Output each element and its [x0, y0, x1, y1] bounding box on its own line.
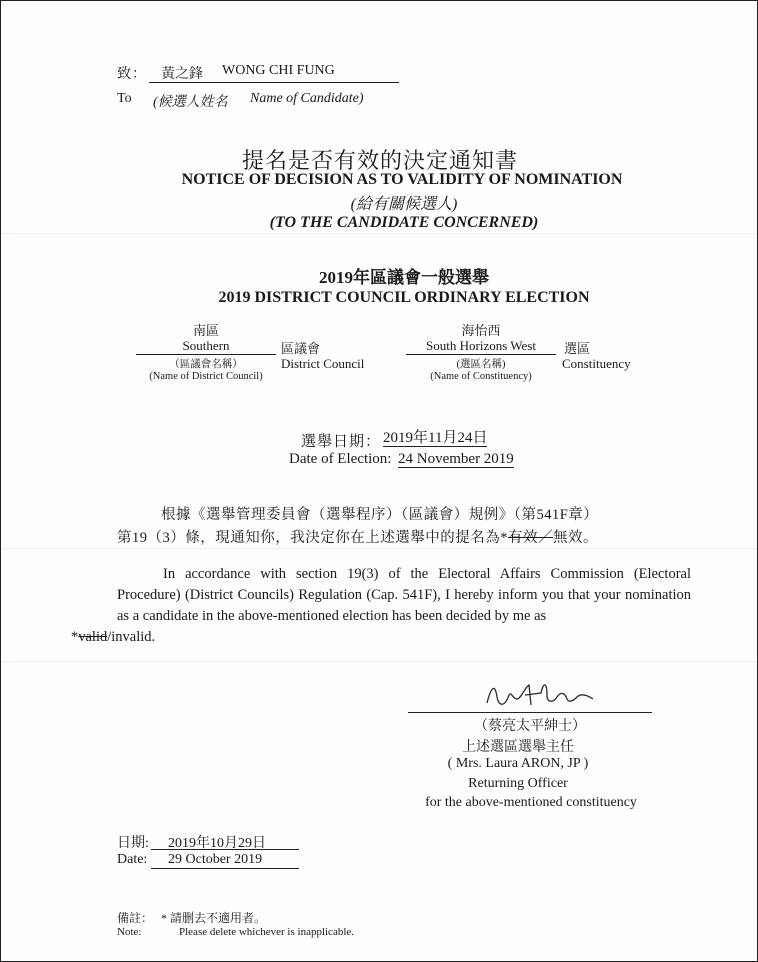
district-hint-cn: （區議會名稱）	[169, 359, 243, 370]
issue-date-label-cn: 日期:	[117, 836, 149, 851]
constituency-hint-en: (Name of Constituency)	[430, 371, 532, 382]
issue-date-label-en: Date:	[117, 852, 148, 867]
body-cn-line2-post: 無效。	[553, 530, 598, 546]
district-label-cn: 區議會	[281, 341, 321, 356]
officer-name-en: ( Mrs. Laura ARON, JP )	[447, 756, 589, 771]
body-cn-line2	[117, 526, 598, 547]
body-en-paragraph	[71, 564, 691, 648]
note-text-cn: * 請删去不適用者。	[161, 911, 267, 925]
district-label-en: District Council	[281, 356, 365, 371]
candidate-name-hint-cn: (候選人姓名	[153, 95, 228, 110]
issue-date-value-en: 29 October 2019	[168, 852, 263, 867]
body-en-struck-valid: valid	[78, 629, 108, 645]
constituency-underline	[406, 354, 556, 355]
constituency-value-cn: 海怡西	[461, 323, 501, 338]
officer-constituency-en: for the above-mentioned constituency	[425, 795, 637, 810]
district-value-en: Southern	[182, 338, 230, 353]
district-underline	[136, 354, 276, 355]
constituency-hint-cn: (選區名稱)	[456, 359, 506, 370]
issue-date-en-underline	[151, 868, 299, 869]
title-en: NOTICE OF DECISION AS TO VALIDITY OF NOMINATION	[181, 171, 623, 188]
to-label-en: To	[117, 91, 132, 106]
constituency-value-en: South Horizons West	[426, 338, 536, 353]
constituency-label-en: Constituency	[562, 356, 631, 371]
handwritten-signature	[481, 673, 601, 717]
subtitle-cn: (給有關候選人)	[350, 196, 458, 213]
officer-title-cn: 上述選區選舉主任	[462, 740, 574, 755]
election-date-value-cn: 2019年11月24日	[383, 430, 488, 446]
scan-artifact-line	[1, 661, 757, 662]
officer-title-en: Returning Officer	[468, 776, 568, 791]
candidate-name-cn: 黃之鋒	[161, 67, 203, 82]
election-date-value-en: 24 November 2019	[398, 451, 514, 467]
note-label-en: Note:	[117, 926, 142, 938]
body-en-star: *	[71, 629, 79, 645]
candidate-name-underline	[149, 82, 399, 83]
district-value-cn: 南區	[192, 323, 219, 338]
election-date-label-cn: 選舉日期：	[301, 434, 382, 450]
issue-date-cn-underline	[151, 849, 299, 850]
subtitle-en: (TO THE CANDIDATE CONCERNED)	[269, 214, 539, 231]
to-label-cn: 致：	[117, 67, 147, 82]
body-en-text: In accordance with section 19(3) of the Electoral Affairs Commission (Electoral Procedure) (District Councils) Regulation (Cap. 541F), I hereby inform you that your nomination as a candidate in the above-mentioned election has been decided by me as	[117, 566, 691, 624]
constituency-label-cn: 選區	[564, 341, 591, 356]
note-label-cn: 備註：	[117, 911, 154, 925]
signature-line	[408, 712, 652, 713]
body-cn-struck-valid: 有效／	[508, 530, 553, 546]
election-date-label-en: Date of Election:	[289, 451, 392, 467]
body-cn-line1: 根據《選舉管理委員會（選舉程序）（區議會）規例》（第541F章）	[161, 507, 599, 523]
candidate-name-hint-en: Name of Candidate)	[250, 91, 364, 106]
note-text-en: Please delete whichever is inapplicable.	[179, 926, 355, 938]
election-title-en: 2019 DISTRICT COUNCIL ORDINARY ELECTION	[218, 289, 590, 306]
scan-artifact-line	[1, 233, 757, 234]
election-title-cn: 2019年區議會一般選舉	[319, 268, 489, 287]
body-en-invalid: /invalid.	[107, 629, 156, 645]
body-cn-line2-pre: 第19（3）條，現通知你，我決定你在上述選舉中的提名為*	[117, 530, 508, 546]
title-cn: 提名是否有效的決定通知書	[241, 148, 518, 173]
district-hint-en: (Name of District Council)	[149, 371, 263, 382]
officer-name-cn: （蔡亮太平紳士）	[474, 719, 586, 734]
issue-date-value-cn: 2019年10月29日	[168, 836, 266, 851]
candidate-name-en: WONG CHI FUNG	[222, 63, 335, 78]
scan-artifact-line	[1, 548, 757, 549]
